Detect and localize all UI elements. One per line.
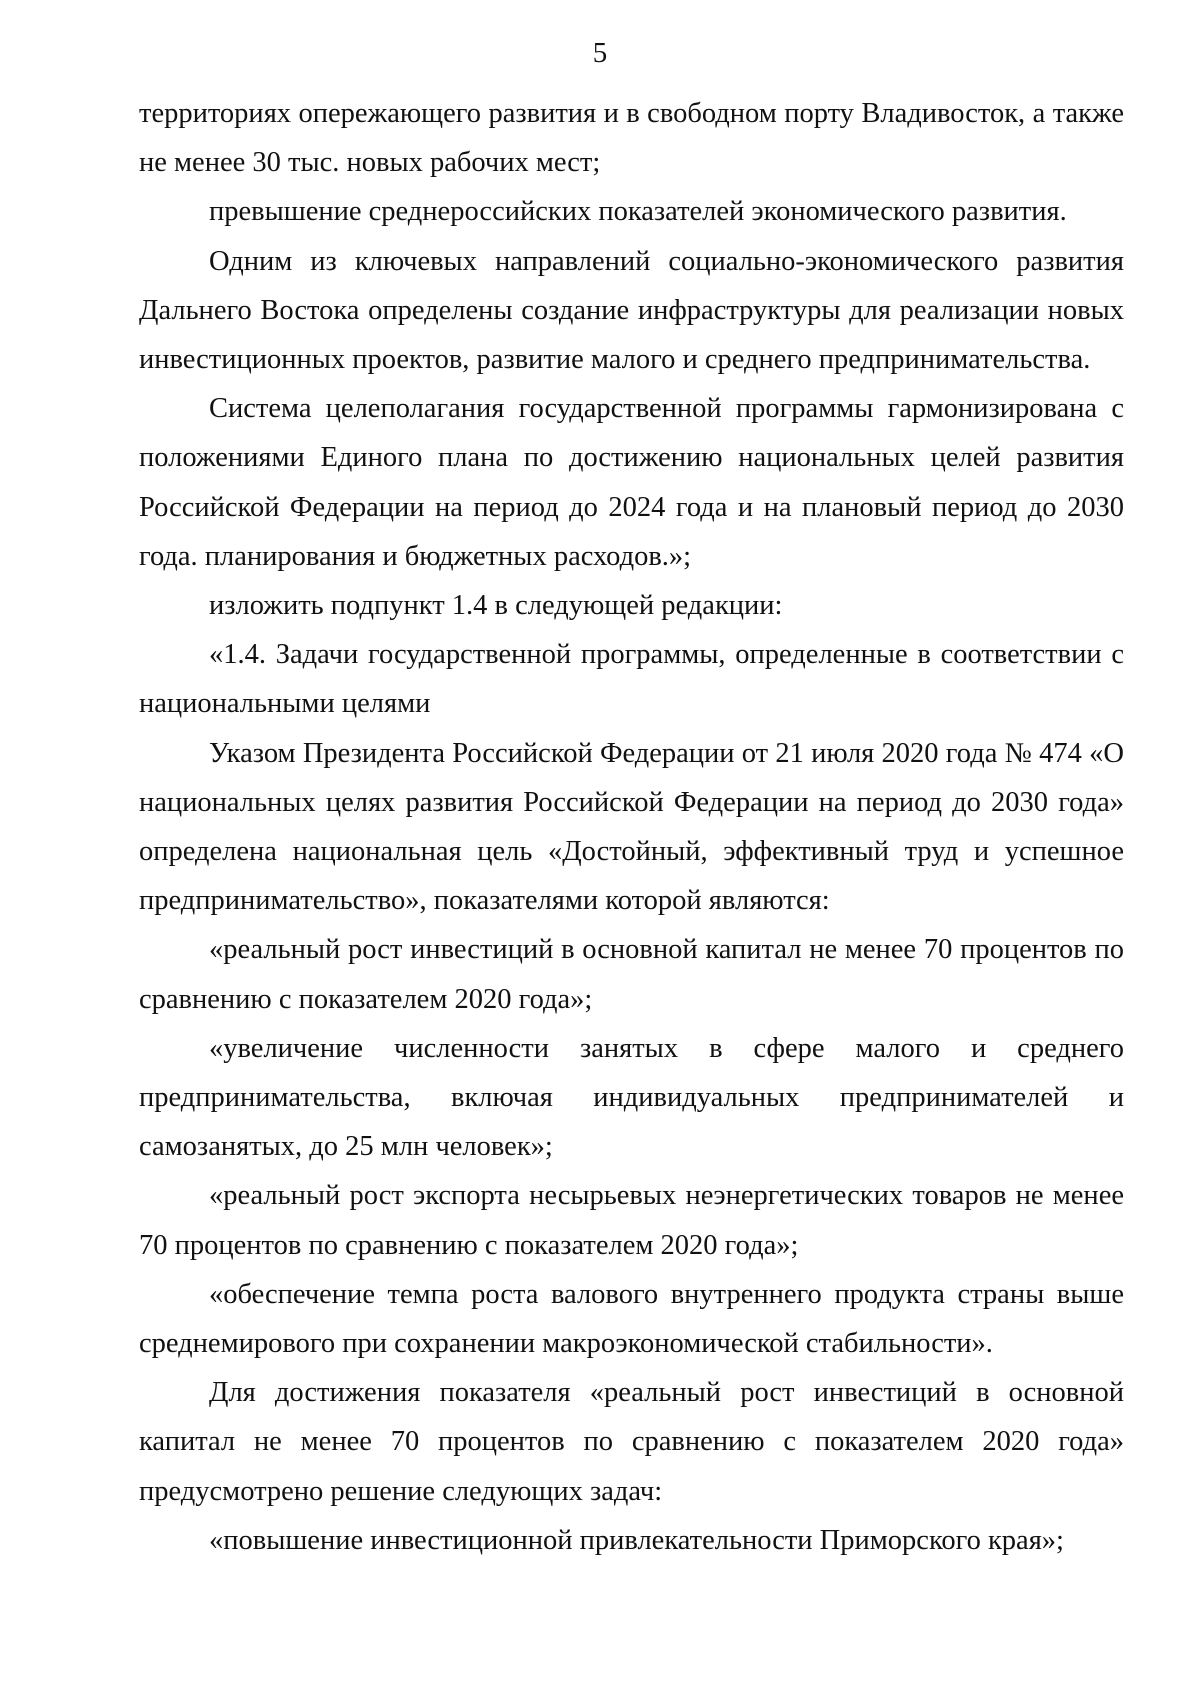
page-number: 5 [592, 37, 608, 69]
paragraph-12: Для достижения показателя «реальный рост инвестиций в основной капитал не менее 70 процентов по сравнению с показателем 2020 года» предусмотрено решение следующих задач: [139, 1377, 1124, 1507]
paragraph-4: Система целеполагания государственной программы гармонизирована с положениями Единого плана по достижению национальных целей развития Российской Федерации на период до 2024 года и на плановый период до 2030 года. планирования и бюджетных расходов.»; [139, 393, 1124, 572]
paragraph-6: «1.4. Задачи государственной программы, определенные в соответствии с национальными целями [139, 639, 1124, 720]
document-body [139, 89, 1124, 1565]
paragraph-9: «увеличение численности занятых в сфере малого и среднего предпринимательства, включая индивидуальных предпринимателей и самозанятых, до 25 млн человек»; [139, 1032, 1124, 1163]
paragraph-8: «реальный рост инвестиций в основной капитал не менее 70 процентов по сравнению с показателем 2020 года»; [139, 934, 1124, 1015]
paragraph-11: «обеспечение темпа роста валового внутреннего продукта страны выше среднемирового при сохранении макроэкономической стабильности». [139, 1278, 1124, 1360]
paragraph-10: «реальный рост экспорта несырьевых неэнергетических товаров не менее 70 процентов по сравнению с показателем 2020 года»; [139, 1180, 1124, 1261]
paragraph-7: Указом Президента Российской Федерации от 21 июля 2020 года № 474 «О национальных целях развития Российской Федерации на период до 2030 года» определена национальная цель «Достойный, эффективный труд и успешное предпринимательство», показателями которой являются: [139, 737, 1124, 917]
paragraph-5: изложить подпункт 1.4 в следующей редакции: [209, 590, 783, 622]
paragraph-1: территориях опережающего развития и в свободном порту Владивосток, а также не менее 30 тыс. новых рабочих мест; [139, 98, 1124, 179]
paragraph-3: Одним из ключевых направлений социально-экономического развития Дальнего Востока определены создание инфраструктуры для реализации новых инвестиционных проектов, развитие малого и среднего предпринимательства. [139, 245, 1124, 376]
paragraph-2: превышение среднероссийских показателей экономического развития. [209, 196, 1067, 228]
paragraph-13: «повышение инвестиционной привлекательности Приморского края»; [209, 1524, 1064, 1556]
